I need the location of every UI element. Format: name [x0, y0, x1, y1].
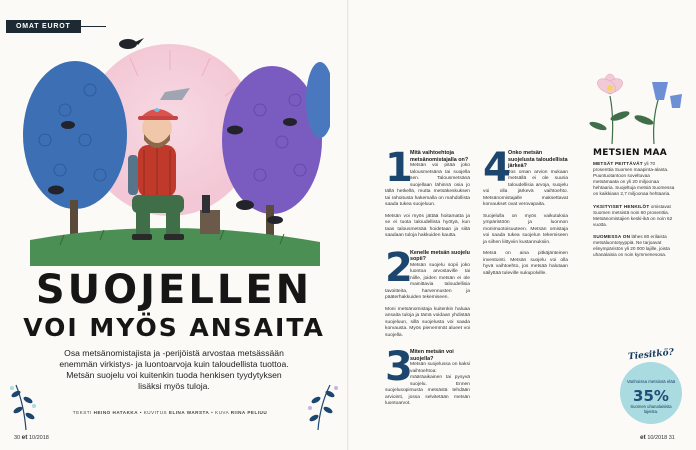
text-column-1 [385, 145, 470, 418]
badge-heading: Tiesitkö? [627, 347, 675, 363]
credits-line [40, 410, 300, 415]
credit-layout-label: • KUVA [211, 410, 229, 415]
folio-issue-left: 10/2018 [28, 435, 49, 441]
section-2-number: 2 [385, 244, 413, 291]
sidebar-item-3-label: SUOMESSA ON [593, 233, 631, 239]
section-4-number: 4 [483, 145, 511, 191]
page-number-left: 30 [14, 435, 21, 441]
section-tag: OMAT EUROT [6, 20, 81, 33]
credit-photo-label: • KUVITUS [139, 410, 168, 415]
text-column-2 [483, 145, 568, 287]
sidebar-item-1-text: yli 70 prosenttia Suomen maapinta-alasta. Puuntuotantoon soveltuvaa metsämaata on yli 20 miljoonaa hehtaaria. Suojeltuja metsiä Suomessa on kaikkiaan 2,7 miljoonaa hehtaaria. [593, 161, 675, 197]
section-tag-rule [80, 26, 106, 27]
crow-on-stump [202, 195, 210, 213]
sidebar-title: METSIEN MAA [593, 148, 668, 158]
leaf-sprig-left [6, 380, 46, 430]
credit-text-label: TEKSTI [72, 410, 92, 415]
section-1-paragraph-1: Metsän voi pitää joko talousmetsänä tai suojella sen. Talousmetsänä suojellaan lähinnä osia jo tällä hetkellä, mutta metsäkeskuksen tai rahoitusta hakemalla on mahdollista saada tukea suojeluun. [385, 163, 470, 207]
section-4-paragraph-2: Suojelulla on myös vaikutuksia ympäristöön ja luonnon monimuotoisuuteen. Metsän omistaja voi saada tukea suojelun tekemiseen ja siihen liittyviin kustannuksiin. [483, 213, 568, 245]
badge-text: Suomen uhanalaisista lajeista. [630, 404, 672, 414]
section-2-paragraph-2: Moni metsänomistaja kuitenkin haluaa ansaita tuloja ja tämä voidaan yhdistää suojeluun, sillä suojelusta voi saada korvausta. Myös pienemmät alueet voi suojella. [385, 306, 470, 338]
section-2 [385, 244, 470, 345]
forest-illustration [20, 30, 330, 266]
sidebar-item-2-label: YKSITYISET HENKILÖT [593, 203, 650, 209]
folio-issue-right: 10/2018 [647, 435, 668, 441]
headline-line-2: VOI MYÖS ANSAITA [23, 313, 325, 342]
sidebar-item-2 [593, 204, 675, 228]
section-4-paragraph-3: Metsä on aina pitkäjänteinen investointi. Metsän suojelu voi olla hyvä vaihtoehto, jos metsää halutaan säilyttää tuleville sukupolville. [483, 251, 568, 276]
leaf-sprig-right [296, 380, 342, 430]
section-1-number: 1 [385, 145, 413, 191]
section-3-number: 3 [385, 344, 413, 390]
credit-layout-name: RIINA PELIUU [230, 410, 268, 415]
section-2-title: Kenelle metsän suojelu sopii? [410, 249, 470, 262]
section-4-paragraph-1: Jos oman arvion mukaan metsällä ei ole suuria taloudellisia arvoja, suojelu voi olla järkevä vaihtoehto. Metsänomistajalle maksettavat korvaukset ovat verovapaita. [483, 169, 568, 207]
section-1-title: Mitä vaihtoehtoja metsänomistajalla on? [410, 150, 469, 163]
section-4 [483, 145, 568, 282]
lede-text: Osa metsänomistajista ja -perijöistä arvostaa metsässään enemmän virkistys- ja luontoarvoja kuin taloudellista tuottoa. Metsän suojelu voi kuitenkin tuoda henkisen tyydytyksen lisäksi myös tuloja. [59, 348, 289, 391]
sidebar-item-3-text: lähes 80 erilaista metsäluontotyyppiä. Ne tarjoavat elinympäristön yli 20 000 lajille, joista uhanalaisia on noin kymmenesosa. [593, 233, 670, 258]
section-3 [385, 344, 470, 413]
section-1-paragraph-2: Metsän voi myös jättää hoitamatta ja se ei tuota taloudellista hyötyä, kun taas talousmetsää hoidetaan ja siitä saadaan tuloja hakkuiden kautta. [385, 213, 470, 238]
fact-sidebar [593, 148, 675, 264]
folio-mag-right: et [640, 434, 646, 441]
headline-line-1: SUOJELLEN [35, 267, 313, 313]
section-3-title: Miten metsän voi suojella? [410, 349, 454, 362]
folio-left [14, 434, 49, 441]
section-4-title: Onko metsän suojelusta taloudellista järkeä? [508, 150, 568, 169]
tree-stump [200, 210, 220, 234]
sidebar-item-2-text: omistavat Suomen metsistä noin 60 prosenttia. Metsänomistajien keski-ikä on noin 62 vuotta. [593, 203, 673, 227]
credit-photo-name: ELINA WARSTA [168, 410, 210, 415]
folio-right [640, 434, 675, 441]
sidebar-item-1-label: METSÄT PEITTÄVÄT [593, 161, 643, 166]
credit-text-name: HEINO HATAKKA [93, 410, 139, 415]
page-number-right: 31 [668, 435, 675, 441]
blue-tree-left [23, 61, 127, 209]
section-1 [385, 145, 470, 245]
section-2-paragraph-1: Metsän suojelu sopii joko luontoa arvostaville tai niille, joiden metsän ei ole mainittavia taloudellisia tavoitteita, harvennusten ja pääterhakkuiden tekemiseen. [385, 262, 470, 300]
fact-badge [620, 362, 682, 424]
sidebar-item-3 [593, 234, 675, 258]
flower-illustration [582, 66, 690, 144]
folio-mag-left: et [21, 434, 28, 441]
section-3-paragraph-1: Metsän suojelussa on kaksi vaihtoehtoa: määräaikainen tai pysyvä suojelu. Ennen suojelusopimusta metsästä tehdään arviointi, jossa selvitetään metsän luontoarvot. [385, 362, 470, 406]
badge-percent: 35% [633, 387, 669, 405]
page-gutter [347, 0, 349, 450]
sidebar-item-1 [593, 161, 675, 198]
flower-leaves [589, 109, 655, 132]
badge-subtext: Vanhoissa metsissä elää [626, 379, 676, 384]
